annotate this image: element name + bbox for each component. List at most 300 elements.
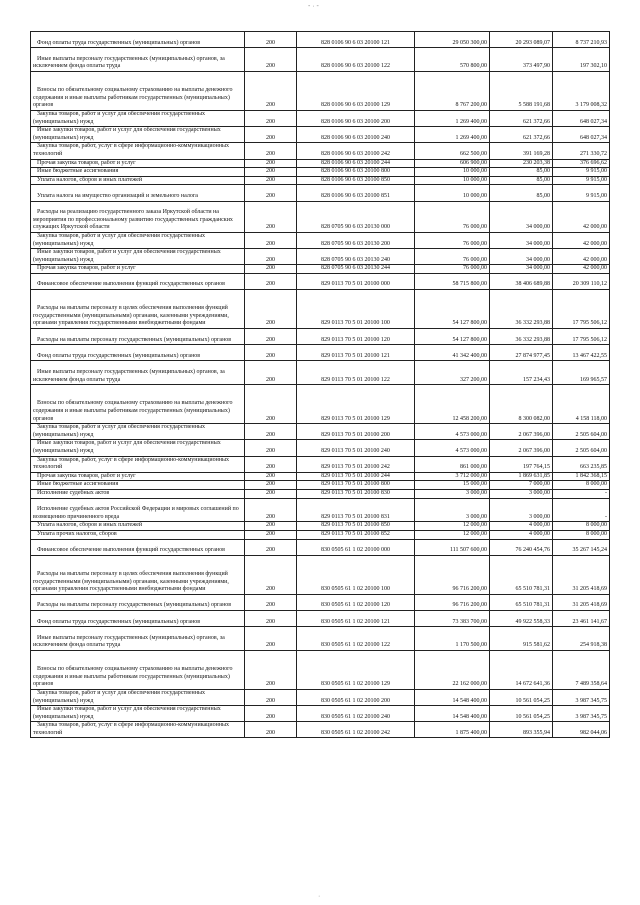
row-executed-amount-cell: 76 240 454,76 (490, 539, 553, 555)
table-row (31, 110, 610, 126)
table-row (31, 48, 610, 72)
row-name-text: Закупка товаров, работ и услуг для обеспечения государственных (муниципальных) нужд (33, 110, 206, 125)
row-unexecuted-amount-cell: - (553, 498, 610, 522)
row-approved-amount-cell: 14 548 400,00 (415, 706, 490, 722)
row-name-cell (31, 594, 245, 610)
row-name-text: Прочая закупка товаров, работ и услуг (37, 159, 136, 166)
row-unexecuted-amount-cell: 9 915,00 (553, 185, 610, 201)
row-unexecuted-amount-cell: 8 000,00 (553, 522, 610, 531)
row-executed-amount-cell: 4 000,00 (490, 522, 553, 531)
row-executed-amount-cell: 621 372,66 (490, 110, 553, 126)
row-budget-classification-cell: 829 0113 70 5 01 20100 120 (297, 329, 415, 345)
table-row (31, 650, 610, 689)
row-name-text: Фонд оплаты труда государственных (муниципальных) органов (37, 618, 201, 625)
row-unexecuted-amount-cell: 1 842 368,15 (553, 472, 610, 481)
row-approved-amount-cell: 10 000,00 (415, 176, 490, 185)
row-admin-code-cell: 200 (245, 249, 297, 265)
table-row (31, 594, 610, 610)
table-row (31, 265, 610, 274)
table-row (31, 424, 610, 440)
row-name-cell (31, 489, 245, 498)
row-approved-amount-cell: 1 269 400,00 (415, 110, 490, 126)
row-executed-amount-cell: 34 000,00 (490, 201, 553, 232)
row-name-text: Закупка товаров, работ, услуг в сфере информационно-коммуникационных технологий (33, 456, 230, 471)
row-name-text: Расходы на выплаты персоналу в целях обеспечения выполнения функций государственными (муниципальными) органами, казенными учреждениями, органами управления государственными внебюджетными фондами (33, 570, 229, 593)
row-executed-amount-cell: 230 203,38 (490, 159, 553, 168)
row-approved-amount-cell: 14 548 400,00 (415, 689, 490, 705)
table-row (31, 689, 610, 705)
row-name-cell (31, 627, 245, 651)
row-admin-code-cell: 200 (245, 110, 297, 126)
row-name-text: Иные закупки товаров, работ и услуг для обеспечения государственных (муниципальных) нужд (33, 127, 221, 141)
row-unexecuted-amount-cell: 35 267 145,24 (553, 539, 610, 555)
row-approved-amount-cell: 10 000,00 (415, 168, 490, 177)
row-approved-amount-cell: 76 000,00 (415, 265, 490, 274)
table-row (31, 722, 610, 738)
row-name-cell (31, 689, 245, 705)
row-name-text: Закупка товаров, работ и услуг для обеспечения государственных (муниципальных) нужд (33, 689, 206, 704)
row-name-text: Иные бюджетные ассигнования (37, 481, 119, 488)
table-row (31, 498, 610, 522)
table-row (31, 232, 610, 248)
row-unexecuted-amount-cell: 2 505 604,00 (553, 424, 610, 440)
row-unexecuted-amount-cell: 42 000,00 (553, 232, 610, 248)
row-executed-amount-cell: 36 332 293,88 (490, 329, 553, 345)
row-budget-classification-cell: 829 0113 70 5 01 20100 122 (297, 361, 415, 385)
row-approved-amount-cell: 76 000,00 (415, 232, 490, 248)
row-budget-classification-cell: 829 0113 70 5 01 20100 831 (297, 498, 415, 522)
row-executed-amount-cell: 34 000,00 (490, 232, 553, 248)
row-approved-amount-cell: 29 050 300,00 (415, 32, 490, 48)
row-admin-code-cell: 200 (245, 345, 297, 361)
row-budget-classification-cell: 830 0505 61 1 02 20100 000 (297, 539, 415, 555)
row-unexecuted-amount-cell: 9 915,00 (553, 176, 610, 185)
row-admin-code-cell: 200 (245, 522, 297, 531)
row-name-text: Иные выплаты персоналу государственных (муниципальных) органов, за исключением фонда оплаты труда (33, 634, 225, 649)
row-name-text: Иные закупки товаров, работ и услуг для обеспечения государственных (муниципальных) нужд (33, 706, 221, 720)
row-budget-classification-cell: 828 0106 90 6 03 20100 122 (297, 48, 415, 72)
row-name-cell (31, 345, 245, 361)
row-admin-code-cell: 200 (245, 143, 297, 159)
row-name-text: Уплата прочих налогов, сборов (37, 530, 117, 537)
table-row (31, 472, 610, 481)
row-budget-classification-cell: 829 0113 70 5 01 20100 100 (297, 290, 415, 329)
row-executed-amount-cell: 373 497,90 (490, 48, 553, 72)
row-admin-code-cell: 200 (245, 594, 297, 610)
row-approved-amount-cell: 15 000,00 (415, 481, 490, 490)
row-name-text: Исполнение судебных актов Российской Федерации и мировых соглашений по возмещению причиненного вреда (33, 506, 239, 520)
row-unexecuted-amount-cell: 4 158 118,00 (553, 385, 610, 424)
row-budget-classification-cell: 829 0113 70 5 01 20100 244 (297, 472, 415, 481)
row-admin-code-cell: 200 (245, 176, 297, 185)
row-approved-amount-cell: 606 900,00 (415, 159, 490, 168)
table-row (31, 530, 610, 539)
row-name-text: Иные выплаты персоналу государственных (муниципальных) органов, за исключением фонда оплаты труда (33, 55, 225, 70)
row-name-text: Финансовое обеспечение выполнения функций государственных органов (37, 281, 225, 288)
row-budget-classification-cell: 828 0106 90 6 03 20100 240 (297, 127, 415, 143)
table-row (31, 71, 610, 110)
row-admin-code-cell: 200 (245, 489, 297, 498)
row-admin-code-cell: 200 (245, 329, 297, 345)
row-approved-amount-cell: 73 383 700,00 (415, 610, 490, 626)
row-name-cell (31, 539, 245, 555)
row-unexecuted-amount-cell: 8 737 210,93 (553, 32, 610, 48)
row-executed-amount-cell: 157 234,43 (490, 361, 553, 385)
row-name-cell (31, 32, 245, 48)
row-budget-classification-cell: 830 0505 61 1 02 20100 242 (297, 722, 415, 738)
row-unexecuted-amount-cell: 3 987 345,75 (553, 689, 610, 705)
table-row (31, 127, 610, 143)
row-budget-classification-cell: 829 0113 70 5 01 20100 129 (297, 385, 415, 424)
row-approved-amount-cell: 96 716 200,00 (415, 555, 490, 594)
budget-execution-table (30, 31, 610, 738)
row-unexecuted-amount-cell: 982 044,06 (553, 722, 610, 738)
row-admin-code-cell: 200 (245, 361, 297, 385)
row-name-text: Расходы на реализацию государственного заказа Иркутской области на мероприятия по профессиональному развитию государственных гражданских служащих Иркутской области (33, 209, 233, 231)
row-unexecuted-amount-cell: 254 918,38 (553, 627, 610, 651)
row-executed-amount-cell: 2 067 396,00 (490, 440, 553, 456)
row-name-text: Закупка товаров, работ и услуг для обеспечения государственных (муниципальных) нужд (33, 232, 206, 247)
table-row (31, 522, 610, 531)
row-name-text: Расходы на выплаты персоналу в целях обеспечения выполнения функций государственными (муниципальными) органами, казенными учреждениями, органами управления государственными внебюджетными фондами (33, 305, 229, 327)
row-name-cell (31, 110, 245, 126)
row-unexecuted-amount-cell: 271 330,72 (553, 143, 610, 159)
row-executed-amount-cell: 3 000,00 (490, 498, 553, 522)
row-name-cell (31, 361, 245, 385)
row-admin-code-cell: 200 (245, 539, 297, 555)
row-name-text: Уплата налогов, сборов и иных платежей (37, 522, 143, 529)
budget-table-body (31, 32, 610, 738)
row-executed-amount-cell: 3 000,00 (490, 489, 553, 498)
row-name-text: Взносы по обязательному социальному страхованию на выплаты денежного содержания и иные выплаты работникам государственных (муниципальных) органов (33, 666, 233, 688)
row-unexecuted-amount-cell: 23 461 141,67 (553, 610, 610, 626)
row-executed-amount-cell: 4 000,00 (490, 530, 553, 539)
row-admin-code-cell: 200 (245, 201, 297, 232)
row-name-cell (31, 440, 245, 456)
row-unexecuted-amount-cell: 13 467 422,55 (553, 345, 610, 361)
row-name-text: Иные выплаты персоналу государственных (муниципальных) органов, за исключением фонда оплаты труда (33, 369, 225, 383)
row-unexecuted-amount-cell: 20 309 110,12 (553, 273, 610, 289)
row-executed-amount-cell: 893 355,94 (490, 722, 553, 738)
row-name-cell (31, 48, 245, 72)
row-name-text: Закупка товаров, работ и услуг для обеспечения государственных (муниципальных) нужд (33, 424, 206, 438)
row-name-cell (31, 249, 245, 265)
row-budget-classification-cell: 830 0505 61 1 02 20100 200 (297, 689, 415, 705)
row-budget-classification-cell: 828 0106 90 6 03 20100 851 (297, 185, 415, 201)
row-unexecuted-amount-cell: 7 489 358,64 (553, 650, 610, 689)
row-name-cell (31, 201, 245, 232)
row-admin-code-cell: 200 (245, 168, 297, 177)
row-executed-amount-cell: 65 510 781,31 (490, 594, 553, 610)
table-row (31, 555, 610, 594)
table-row (31, 385, 610, 424)
table-row (31, 185, 610, 201)
row-name-text: Закупка товаров, работ, услуг в сфере информационно-коммуникационных технологий (33, 722, 230, 736)
row-name-cell (31, 456, 245, 472)
row-name-text: Уплата налогов, сборов и иных платежей (37, 176, 143, 183)
row-budget-classification-cell: 828 0705 90 6 03 20130 244 (297, 265, 415, 274)
row-budget-classification-cell: 829 0113 70 5 01 20100 800 (297, 481, 415, 490)
row-executed-amount-cell: 621 372,66 (490, 127, 553, 143)
row-executed-amount-cell: 27 874 977,45 (490, 345, 553, 361)
row-admin-code-cell: 200 (245, 689, 297, 705)
row-budget-classification-cell: 830 0505 61 1 02 20100 240 (297, 706, 415, 722)
row-unexecuted-amount-cell: 42 000,00 (553, 201, 610, 232)
row-budget-classification-cell: 829 0113 70 5 01 20100 242 (297, 456, 415, 472)
table-row (31, 273, 610, 289)
table-row (31, 32, 610, 48)
row-name-cell (31, 498, 245, 522)
row-name-text: Фонд оплаты труда государственных (муниципальных) органов (37, 352, 201, 359)
row-admin-code-cell: 200 (245, 498, 297, 522)
row-approved-amount-cell: 8 767 200,00 (415, 71, 490, 110)
row-name-text: Взносы по обязательному социальному страхованию на выплаты денежного содержания и иные выплаты работникам государственных (муниципальных) органов (33, 400, 233, 422)
table-row (31, 627, 610, 651)
row-approved-amount-cell: 4 573 000,00 (415, 424, 490, 440)
row-unexecuted-amount-cell: 648 027,34 (553, 127, 610, 143)
row-name-cell (31, 265, 245, 274)
row-unexecuted-amount-cell: 8 000,00 (553, 530, 610, 539)
row-budget-classification-cell: 829 0113 70 5 01 20100 852 (297, 530, 415, 539)
row-unexecuted-amount-cell: 42 000,00 (553, 249, 610, 265)
row-approved-amount-cell: 41 342 400,00 (415, 345, 490, 361)
row-budget-classification-cell: 830 0505 61 1 02 20100 100 (297, 555, 415, 594)
row-executed-amount-cell: 85,00 (490, 176, 553, 185)
table-row (31, 329, 610, 345)
row-admin-code-cell: 200 (245, 706, 297, 722)
row-budget-classification-cell: 828 0106 90 6 03 20100 800 (297, 168, 415, 177)
table-row (31, 249, 610, 265)
row-unexecuted-amount-cell: 8 000,00 (553, 481, 610, 490)
row-approved-amount-cell: 54 127 800,00 (415, 329, 490, 345)
row-budget-classification-cell: 829 0113 70 5 01 20100 850 (297, 522, 415, 531)
row-unexecuted-amount-cell: 17 795 506,12 (553, 329, 610, 345)
table-row (31, 345, 610, 361)
row-admin-code-cell: 200 (245, 424, 297, 440)
row-name-text: Иные закупки товаров, работ и услуг для обеспечения государственных (муниципальных) нужд (33, 249, 221, 263)
row-unexecuted-amount-cell: 3 179 008,32 (553, 71, 610, 110)
row-approved-amount-cell: 3 000,00 (415, 498, 490, 522)
row-name-cell (31, 290, 245, 329)
row-budget-classification-cell: 829 0113 70 5 01 20100 830 (297, 489, 415, 498)
row-budget-classification-cell: 830 0505 61 1 02 20100 121 (297, 610, 415, 626)
page-top-mark: - · - (308, 3, 319, 10)
row-budget-classification-cell: 829 0113 70 5 01 20100 121 (297, 345, 415, 361)
row-executed-amount-cell: 10 561 054,25 (490, 689, 553, 705)
row-name-cell (31, 530, 245, 539)
row-unexecuted-amount-cell: 31 205 418,69 (553, 594, 610, 610)
row-budget-classification-cell: 828 0106 90 6 03 20100 121 (297, 32, 415, 48)
row-name-cell (31, 472, 245, 481)
row-admin-code-cell: 200 (245, 481, 297, 490)
table-row (31, 290, 610, 329)
row-approved-amount-cell: 12 000,00 (415, 522, 490, 531)
row-executed-amount-cell: 915 581,62 (490, 627, 553, 651)
page-bottom-mark: · (318, 893, 321, 900)
row-name-cell (31, 481, 245, 490)
row-admin-code-cell: 200 (245, 71, 297, 110)
row-name-text: Фонд оплаты труда государственных (муниципальных) органов (37, 39, 201, 46)
row-approved-amount-cell: 1 170 500,00 (415, 627, 490, 651)
row-executed-amount-cell: 20 293 089,07 (490, 32, 553, 48)
row-name-cell (31, 176, 245, 185)
row-unexecuted-amount-cell: 9 915,00 (553, 168, 610, 177)
row-name-text: Закупка товаров, работ, услуг в сфере информационно-коммуникационных технологий (33, 143, 230, 157)
row-name-cell (31, 143, 245, 159)
row-admin-code-cell: 200 (245, 290, 297, 329)
row-admin-code-cell: 200 (245, 610, 297, 626)
row-approved-amount-cell: 1 875 400,00 (415, 722, 490, 738)
row-name-text: Исполнение судебных актов (37, 489, 110, 496)
row-name-cell (31, 555, 245, 594)
row-name-cell (31, 650, 245, 689)
row-approved-amount-cell: 111 507 600,00 (415, 539, 490, 555)
row-admin-code-cell: 200 (245, 32, 297, 48)
row-admin-code-cell: 200 (245, 440, 297, 456)
row-budget-classification-cell: 830 0505 61 1 02 20100 120 (297, 594, 415, 610)
row-budget-classification-cell: 828 0705 90 6 03 20130 240 (297, 249, 415, 265)
table-row (31, 168, 610, 177)
row-name-cell (31, 185, 245, 201)
row-executed-amount-cell: 197 764,15 (490, 456, 553, 472)
table-row (31, 456, 610, 472)
row-admin-code-cell: 200 (245, 530, 297, 539)
row-budget-classification-cell: 828 0106 90 6 03 20100 129 (297, 71, 415, 110)
row-executed-amount-cell: 391 169,28 (490, 143, 553, 159)
row-name-cell (31, 424, 245, 440)
row-name-cell (31, 232, 245, 248)
row-admin-code-cell: 200 (245, 273, 297, 289)
row-approved-amount-cell: 22 162 000,00 (415, 650, 490, 689)
table-row (31, 539, 610, 555)
row-budget-classification-cell: 828 0106 90 6 03 20100 244 (297, 159, 415, 168)
row-unexecuted-amount-cell: - (553, 489, 610, 498)
row-name-text: Прочая закупка товаров, работ и услуг (37, 472, 136, 479)
row-admin-code-cell: 200 (245, 185, 297, 201)
row-name-cell (31, 127, 245, 143)
row-name-text: Иные бюджетные ассигнования (37, 168, 119, 175)
table-row (31, 176, 610, 185)
row-name-text: Уплата налога на имущество организаций и земельного налога (37, 192, 198, 199)
row-admin-code-cell: 200 (245, 650, 297, 689)
row-name-cell (31, 71, 245, 110)
row-executed-amount-cell: 14 672 641,36 (490, 650, 553, 689)
row-name-cell (31, 329, 245, 345)
row-executed-amount-cell: 1 869 631,85 (490, 472, 553, 481)
row-executed-amount-cell: 36 332 293,88 (490, 290, 553, 329)
row-budget-classification-cell: 829 0113 70 5 01 20100 200 (297, 424, 415, 440)
table-row (31, 706, 610, 722)
row-admin-code-cell: 200 (245, 722, 297, 738)
table-row (31, 159, 610, 168)
row-unexecuted-amount-cell: 197 302,10 (553, 48, 610, 72)
table-row (31, 481, 610, 490)
row-executed-amount-cell: 8 300 082,00 (490, 385, 553, 424)
budget-report-sheet (30, 31, 609, 738)
row-unexecuted-amount-cell: 42 000,00 (553, 265, 610, 274)
row-admin-code-cell: 200 (245, 472, 297, 481)
row-admin-code-cell: 200 (245, 265, 297, 274)
row-budget-classification-cell: 828 0106 90 6 03 20100 242 (297, 143, 415, 159)
row-approved-amount-cell: 861 000,00 (415, 456, 490, 472)
row-executed-amount-cell: 5 588 191,68 (490, 71, 553, 110)
row-approved-amount-cell: 4 573 000,00 (415, 440, 490, 456)
row-executed-amount-cell: 7 000,00 (490, 481, 553, 490)
row-unexecuted-amount-cell: 648 027,34 (553, 110, 610, 126)
row-name-cell (31, 610, 245, 626)
row-approved-amount-cell: 12 458 200,00 (415, 385, 490, 424)
row-name-cell (31, 168, 245, 177)
row-approved-amount-cell: 3 712 000,00 (415, 472, 490, 481)
row-executed-amount-cell: 10 561 054,25 (490, 706, 553, 722)
row-budget-classification-cell: 828 0106 90 6 03 20100 850 (297, 176, 415, 185)
row-approved-amount-cell: 58 715 800,00 (415, 273, 490, 289)
row-approved-amount-cell: 10 000,00 (415, 185, 490, 201)
table-row (31, 361, 610, 385)
row-executed-amount-cell: 34 000,00 (490, 265, 553, 274)
row-executed-amount-cell: 38 406 689,88 (490, 273, 553, 289)
row-approved-amount-cell: 54 127 800,00 (415, 290, 490, 329)
row-approved-amount-cell: 76 000,00 (415, 249, 490, 265)
row-admin-code-cell: 200 (245, 555, 297, 594)
row-admin-code-cell: 200 (245, 385, 297, 424)
row-name-cell (31, 385, 245, 424)
row-approved-amount-cell: 1 269 400,00 (415, 127, 490, 143)
row-executed-amount-cell: 34 000,00 (490, 249, 553, 265)
row-unexecuted-amount-cell: 169 965,57 (553, 361, 610, 385)
row-executed-amount-cell: 2 067 396,00 (490, 424, 553, 440)
row-executed-amount-cell: 65 510 781,31 (490, 555, 553, 594)
row-budget-classification-cell: 830 0505 61 1 02 20100 122 (297, 627, 415, 651)
row-unexecuted-amount-cell: 376 696,62 (553, 159, 610, 168)
row-unexecuted-amount-cell: 2 505 604,00 (553, 440, 610, 456)
row-budget-classification-cell: 828 0705 90 6 03 20130 000 (297, 201, 415, 232)
row-admin-code-cell: 200 (245, 127, 297, 143)
row-admin-code-cell: 200 (245, 627, 297, 651)
row-name-text: Взносы по обязательному социальному страхованию на выплаты денежного содержания и иные выплаты работникам государственных (муниципальных) органов (33, 87, 233, 109)
table-row (31, 610, 610, 626)
row-approved-amount-cell: 12 000,00 (415, 530, 490, 539)
row-name-cell (31, 722, 245, 738)
row-name-text: Расходы на выплаты персоналу государственных (муниципальных) органов (37, 602, 232, 609)
row-unexecuted-amount-cell: 3 987 345,75 (553, 706, 610, 722)
table-row (31, 143, 610, 159)
row-name-text: Иные закупки товаров, работ и услуг для обеспечения государственных (муниципальных) нужд (33, 440, 221, 455)
row-unexecuted-amount-cell: 663 235,85 (553, 456, 610, 472)
row-budget-classification-cell: 829 0113 70 5 01 20100 000 (297, 273, 415, 289)
row-approved-amount-cell: 76 000,00 (415, 201, 490, 232)
row-unexecuted-amount-cell: 31 205 418,69 (553, 555, 610, 594)
row-executed-amount-cell: 85,00 (490, 185, 553, 201)
row-name-text: Расходы на выплаты персоналу государственных (муниципальных) органов (37, 336, 232, 343)
row-executed-amount-cell: 85,00 (490, 168, 553, 177)
row-name-cell (31, 159, 245, 168)
row-approved-amount-cell: 327 200,00 (415, 361, 490, 385)
row-approved-amount-cell: 96 716 200,00 (415, 594, 490, 610)
row-name-text: Финансовое обеспечение выполнения функций государственных органов (37, 547, 225, 554)
row-name-cell (31, 522, 245, 531)
row-unexecuted-amount-cell: 17 795 506,12 (553, 290, 610, 329)
row-admin-code-cell: 200 (245, 159, 297, 168)
table-row (31, 440, 610, 456)
row-name-cell (31, 273, 245, 289)
row-approved-amount-cell: 662 500,00 (415, 143, 490, 159)
row-budget-classification-cell: 828 0705 90 6 03 20130 200 (297, 232, 415, 248)
row-executed-amount-cell: 49 922 558,33 (490, 610, 553, 626)
row-approved-amount-cell: 570 800,00 (415, 48, 490, 72)
row-name-cell (31, 706, 245, 722)
row-budget-classification-cell: 830 0505 61 1 02 20100 129 (297, 650, 415, 689)
